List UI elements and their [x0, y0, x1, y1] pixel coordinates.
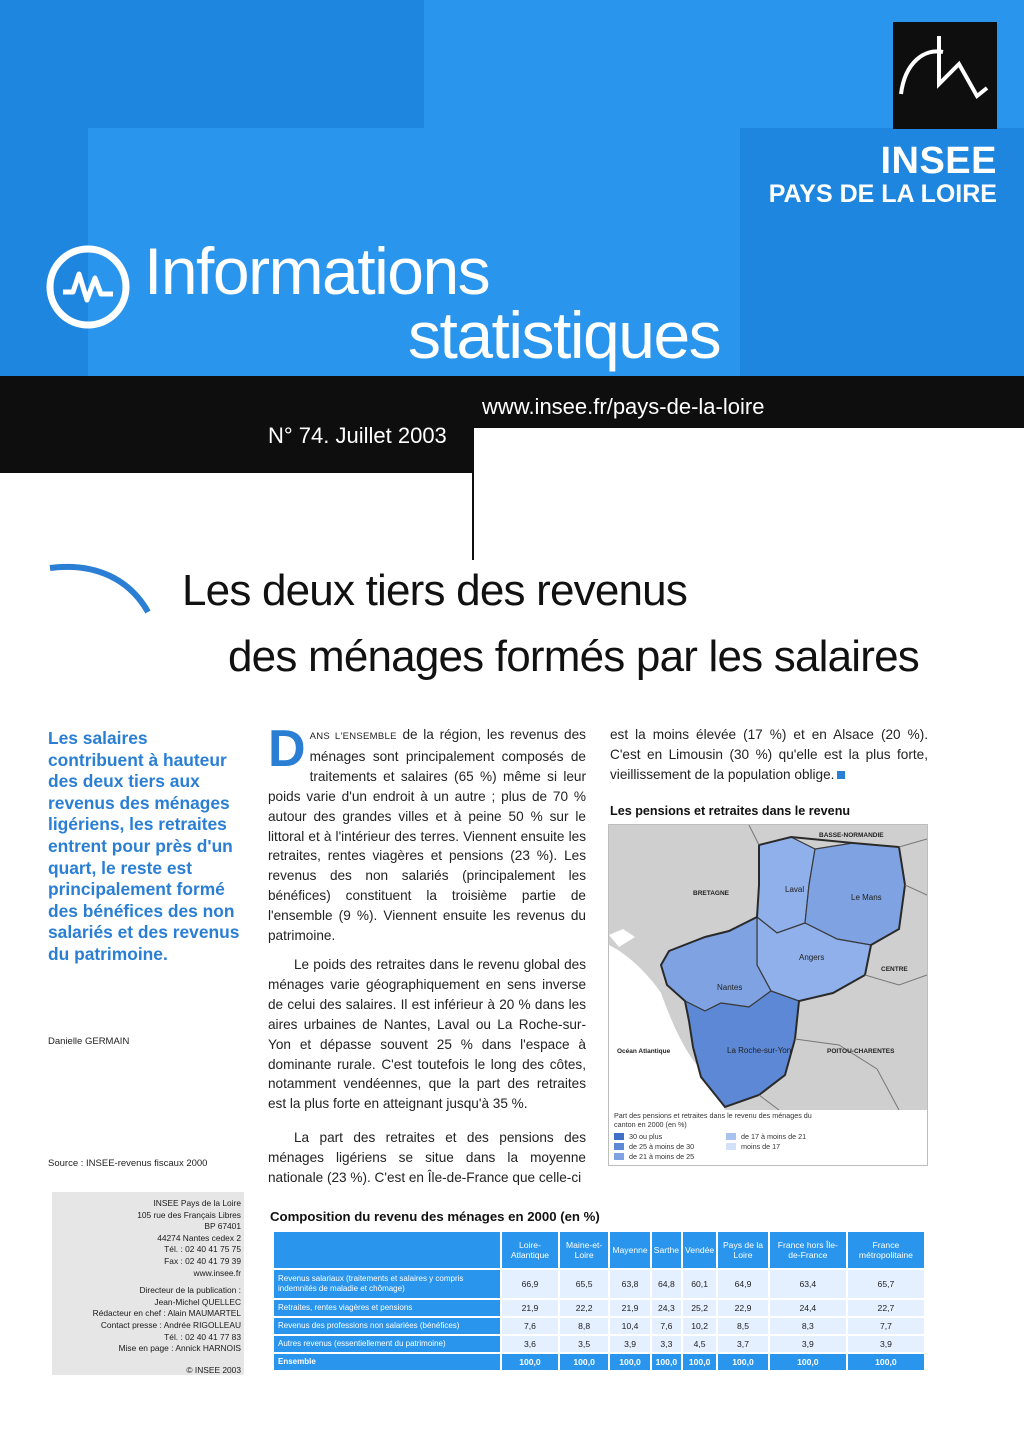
headline-arc-icon: [46, 558, 156, 618]
table-header-row: [274, 1232, 924, 1268]
legend-label: de 21 à moins de 25: [629, 1151, 695, 1161]
table-cell: 8,3: [770, 1318, 846, 1334]
row-label: Retraites, rentes viagères et pensions: [274, 1300, 500, 1316]
table-cell: 10,4: [610, 1318, 649, 1334]
map-legend: [614, 1112, 924, 1161]
address-line: Fax : 02 40 41 79 39: [164, 1255, 241, 1266]
table-cell: 21,9: [610, 1300, 649, 1316]
table-col-header: Sarthe: [652, 1232, 681, 1268]
table-cell: 25,2: [683, 1300, 716, 1316]
table-cell: 100,0: [502, 1354, 558, 1370]
legend-label: de 25 à moins de 30: [629, 1141, 695, 1151]
city-laval: Laval: [785, 885, 805, 894]
legend-label: de 17 à moins de 21: [741, 1131, 807, 1141]
row-label: Autres revenus (essentiellement du patrimoine): [274, 1336, 500, 1352]
legend-title: Part des pensions et retraites dans le revenu des ménages du canton en 2000 (en %): [614, 1111, 812, 1129]
address-line: © INSEE 2003: [186, 1364, 241, 1375]
table-col-header: Loire-Atlantique: [502, 1232, 558, 1268]
city-angers: Angers: [799, 953, 825, 962]
address-line: Tél. : 02 40 41 75 75: [164, 1244, 241, 1255]
composition-table: [272, 1230, 926, 1372]
table-cell: 100,0: [610, 1354, 649, 1370]
legend-item: [614, 1131, 726, 1141]
table-cell: 21,9: [502, 1300, 558, 1316]
legend-swatch: [726, 1143, 736, 1150]
legend-swatch: [726, 1133, 736, 1140]
org-region: PAYS DE LA LOIRE: [768, 180, 997, 208]
table-header-blank: [274, 1232, 500, 1268]
publication-title-line1: Informations: [144, 234, 490, 308]
table-cell: 100,0: [770, 1354, 846, 1370]
end-mark-icon: [837, 771, 845, 779]
table-cell: 24,3: [652, 1300, 681, 1316]
table-cell: 3,7: [718, 1336, 768, 1352]
table-row: [274, 1336, 924, 1352]
address-line: BP 67401: [204, 1221, 241, 1232]
address-block: [52, 1192, 244, 1375]
headline-line2: des ménages formés par les salaires: [228, 632, 919, 681]
website-link[interactable]: www.insee.fr/pays-de-la-loire: [482, 394, 765, 419]
address-line: Contact presse : Andrée RIGOLLEAU: [100, 1319, 241, 1330]
author: Danielle GERMAIN: [48, 1036, 130, 1047]
table-cell: 7,6: [502, 1318, 558, 1334]
table-row: [274, 1300, 924, 1316]
table-cell: 63,4: [770, 1270, 846, 1298]
row-label: Ensemble: [274, 1354, 500, 1370]
legend-item: [726, 1131, 838, 1141]
legend-label: 30 ou plus: [629, 1131, 663, 1141]
table-cell: 22,9: [718, 1300, 768, 1316]
org-name: INSEE: [880, 140, 997, 182]
table-col-header: France métropolitaine: [848, 1232, 924, 1268]
legend-swatch: [614, 1133, 624, 1140]
table-total-row: [274, 1354, 924, 1370]
article-paragraph-3: La part des retraites et des pensions des ménages ligériens se situe dans la moyenne nationale (23 %). C'est en Île-de-France que celle-ci: [268, 1129, 586, 1185]
dropcap: D: [268, 720, 306, 778]
table-col-header: Pays de la Loire: [718, 1232, 768, 1268]
table-cell: 3,9: [848, 1336, 924, 1352]
info-stats-logo-icon: [45, 244, 131, 330]
table-cell: 60,1: [683, 1270, 716, 1298]
address-line: Tél. : 02 40 41 77 83: [164, 1331, 241, 1342]
divider-line: [472, 428, 474, 560]
address-line: Rédacteur en chef : Alain MAUMARTEL: [92, 1308, 241, 1319]
table-cell: 22,7: [848, 1300, 924, 1316]
table-cell: 4,5: [683, 1336, 716, 1352]
table-cell: 64,9: [718, 1270, 768, 1298]
table-col-header: Vendée: [683, 1232, 716, 1268]
table-cell: 100,0: [652, 1354, 681, 1370]
legend-item: [614, 1151, 726, 1161]
table-cell: 22,2: [560, 1300, 608, 1316]
table-cell: 64,8: [652, 1270, 681, 1298]
table-col-header: Mayenne: [610, 1232, 649, 1268]
table-cell: 3,9: [610, 1336, 649, 1352]
region-basse-normandie: BASSE-NORMANDIE: [819, 832, 884, 839]
source-note: Source : INSEE-revenus fiscaux 2000: [48, 1158, 208, 1169]
table-cell: 8,5: [718, 1318, 768, 1334]
map-title: Les pensions et retraites dans le revenu: [610, 804, 851, 818]
table-row: [274, 1318, 924, 1334]
table-row: [274, 1270, 924, 1298]
region-bretagne: BRETAGNE: [693, 890, 729, 897]
paragraph-1-text: de la région, les revenus des ménages sont principalement composés de traitements et salaires (65 %) même si leur poids varie d'un endroit à un autre ; plus de 70 % autour des grandes villes et à peine 50 % sur le littoral et à l'intérieur des terres. Viennent ensuite les retraites, rentes viagères et pensions (23 %). Les revenus des non salariés (principalement les bénéfices) constituent la troisième partie de l'ensemble (9 %). Viennent ensuite les revenus du patrimoine.: [268, 727, 586, 944]
table-cell: 8,8: [560, 1318, 608, 1334]
city-la-roche: La Roche-sur-Yon: [727, 1046, 792, 1055]
insee-logo: [893, 22, 997, 129]
legend-item: [614, 1141, 726, 1151]
lead-summary: Les salaires contribuent à hauteur des deux tiers aux revenus des ménages ligériens, les retraites entrent pour près d'un quart, le reste est principalement formé des bénéfices des non salariés et des revenus du patrimoine.: [48, 728, 240, 964]
table-cell: 3,5: [560, 1336, 608, 1352]
table-cell: 24,4: [770, 1300, 846, 1316]
address-line[interactable]: www.insee.fr: [193, 1267, 241, 1278]
region-centre: CENTRE: [881, 966, 908, 973]
city-le-mans: Le Mans: [851, 893, 882, 902]
table-cell: 66,9: [502, 1270, 558, 1298]
legend-item: [726, 1141, 838, 1151]
table-cell: 7,7: [848, 1318, 924, 1334]
legend-label: moins de 17: [741, 1141, 781, 1151]
article-column-2: [610, 725, 928, 785]
table-cell: 100,0: [718, 1354, 768, 1370]
address-line: 44274 Nantes cedex 2: [157, 1232, 241, 1243]
row-label: Revenus des professions non salariées (bénéfices): [274, 1318, 500, 1334]
address-line: 105 rue des Français Libres: [137, 1209, 241, 1220]
address-line: Jean-Michel QUELLEC: [154, 1296, 241, 1307]
table-cell: 65,7: [848, 1270, 924, 1298]
table-cell: 100,0: [683, 1354, 716, 1370]
ocean-label: Océan Atlantique: [617, 1048, 671, 1055]
article-paragraph-3-cont: [610, 725, 928, 785]
table-cell: 3,9: [770, 1336, 846, 1352]
table-col-header: Maine-et-Loire: [560, 1232, 608, 1268]
table-cell: 100,0: [560, 1354, 608, 1370]
publication-title-line2: statistiques: [408, 298, 721, 372]
address-line: INSEE Pays de la Loire: [153, 1198, 241, 1208]
header-band-left: [0, 0, 424, 140]
city-nantes: Nantes: [717, 983, 743, 992]
table-cell: 100,0: [848, 1354, 924, 1370]
table-cell: 65,5: [560, 1270, 608, 1298]
row-label: Revenus salariaux (traitements et salaires y compris indemnités de maladie et chômage): [274, 1270, 500, 1298]
article-column-1: [268, 720, 586, 1201]
table-col-header: France hors Île-de-France: [770, 1232, 846, 1268]
address-line: Directeur de la publication :: [139, 1285, 241, 1296]
issue-number: N° 74. Juillet 2003: [268, 423, 447, 448]
table-cell: 63,8: [610, 1270, 649, 1298]
paragraph-3-cont-text: est la moins élevée (17 %) et en Alsace (20 %). C'est en Limousin (30 %) qu'elle est la plus forte, vieillissement de la population oblige.: [610, 727, 928, 782]
table-title: Composition du revenu des ménages en 2000 (en %): [270, 1209, 600, 1224]
table-cell: 7,6: [652, 1318, 681, 1334]
legend-swatch: [614, 1143, 624, 1150]
headline-line1: Les deux tiers des revenus: [182, 566, 688, 615]
article-paragraph-1: [268, 720, 586, 946]
table-cell: 3,3: [652, 1336, 681, 1352]
table-cell: 3,6: [502, 1336, 558, 1352]
legend-swatch: [614, 1153, 624, 1160]
insee-logo-icon: [893, 22, 997, 129]
smallcaps-open: ANS L'ENSEMBLE: [309, 731, 397, 742]
region-poitou: POITOU-CHARENTES: [827, 1048, 895, 1055]
article-paragraph-2: Le poids des retraites dans le revenu global des ménages varie géographiquement en sens inverse de celui des salaires. Il est inférieur à 20 % dans les aires urbaines de Nantes, Laval ou La Roche-sur-Yon et dépasse souvent 25 % dans l'espace à dominante rurale. C'est toutefois le long des côtes, notamment vendéennes, que la part des retraites est la plus forte en atteignant jusqu'à 35 %.: [268, 956, 586, 1112]
table-cell: 10,2: [683, 1318, 716, 1334]
address-line: Mise en page : Annick HARNOIS: [118, 1343, 241, 1354]
